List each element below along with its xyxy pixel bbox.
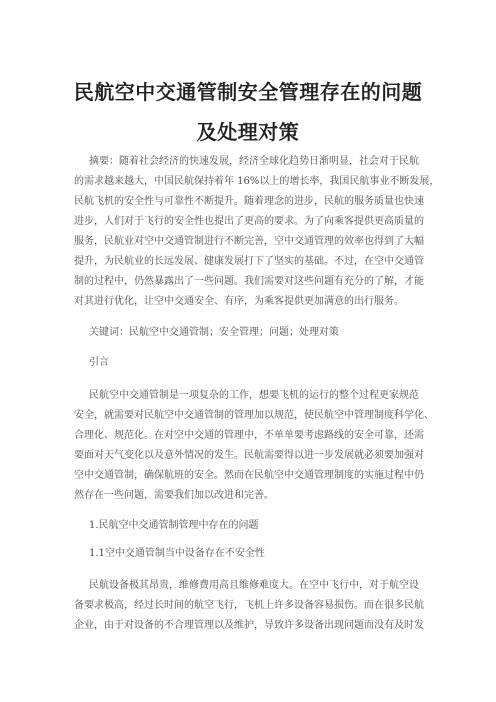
abstract-line: 提升，为民航业的长远发展、健康发展打下了坚实的基础。不过，在空中交通管 — [74, 256, 424, 267]
keywords: 关键词：民航空中交通管制；安全管理；问题；处理对策 — [89, 327, 339, 338]
section-heading: 1.民航空中交通管制管理中存在的问题 — [89, 520, 259, 531]
abstract-line: 的需求越来越大，中国民航保持着年 16%以上的增长率，我国民航事业不断发展， — [74, 176, 440, 187]
abstract-line: 民航飞机的安全性与可靠性不断提升。随着理念的进步，民航的服务质量也快速 — [74, 196, 424, 207]
intro-heading: 引言 — [89, 357, 109, 368]
abstract-line: 服务，民航业对空中交通管制进行不断完善，空中交通管理的效率也得到了大幅 — [74, 236, 424, 247]
abstract-line: 进步，人们对于飞行的安全性也提出了更高的要求。为了向乘客提供更高质量的 — [74, 216, 424, 227]
intro-line: 合理化、规范化。在对空中交通的管理中，不单单要考虑路线的安全可靠，还需 — [74, 430, 424, 441]
intro-line: 要面对天气变化以及意外情况的发生。民航需要得以进一步发展就必须要加强对 — [74, 450, 424, 461]
section-body-line: 备要求极高，经过长时间的航空飞行，飞机上许多设备容易损伤。而在很多民航 — [74, 600, 424, 611]
intro-line: 民航空中交通管制是一项复杂的工作，想要飞机的运行的整个过程更家规范 — [89, 390, 419, 401]
subsection-heading: 1.1空中交通管制当中设备存在不安全性 — [89, 548, 265, 559]
abstract-line: 摘要：随着社会经济的快速发展，经济全球化趋势日渐明显，社会对于民航 — [89, 156, 419, 167]
document-title-line2: 及处理对策 — [196, 120, 300, 144]
section-body-line: 民航设备极其昂贵，维修费用高且维修难度大。在空中飞行中，对于航空设 — [89, 580, 419, 591]
abstract-line: 对其进行优化，让空中交通安全、有序，为乘客提供更加满意的出行服务。 — [74, 296, 404, 307]
intro-line: 然存在一些问题，需要我们加以改进和完善。 — [74, 490, 274, 501]
abstract-line: 制的过程中，仍然暴露出了一些问题。我们需要对这些问题有充分的了解，才能 — [74, 276, 424, 287]
intro-line: 空中交通管制，确保航班的安全。然而在民航空中交通管理制度的实施过程中仍 — [74, 470, 424, 481]
document-title-line1: 民航空中交通管制安全管理存在的问题 — [73, 80, 423, 104]
section-body-line: 企业，由于对设备的不合理管理以及维护，导致许多设备出现问题而没有及时发 — [74, 620, 424, 631]
intro-line: 安全，就需要对民航空中交通管制的管理加以规范，使民航空中管理制度科学化、 — [74, 410, 434, 421]
